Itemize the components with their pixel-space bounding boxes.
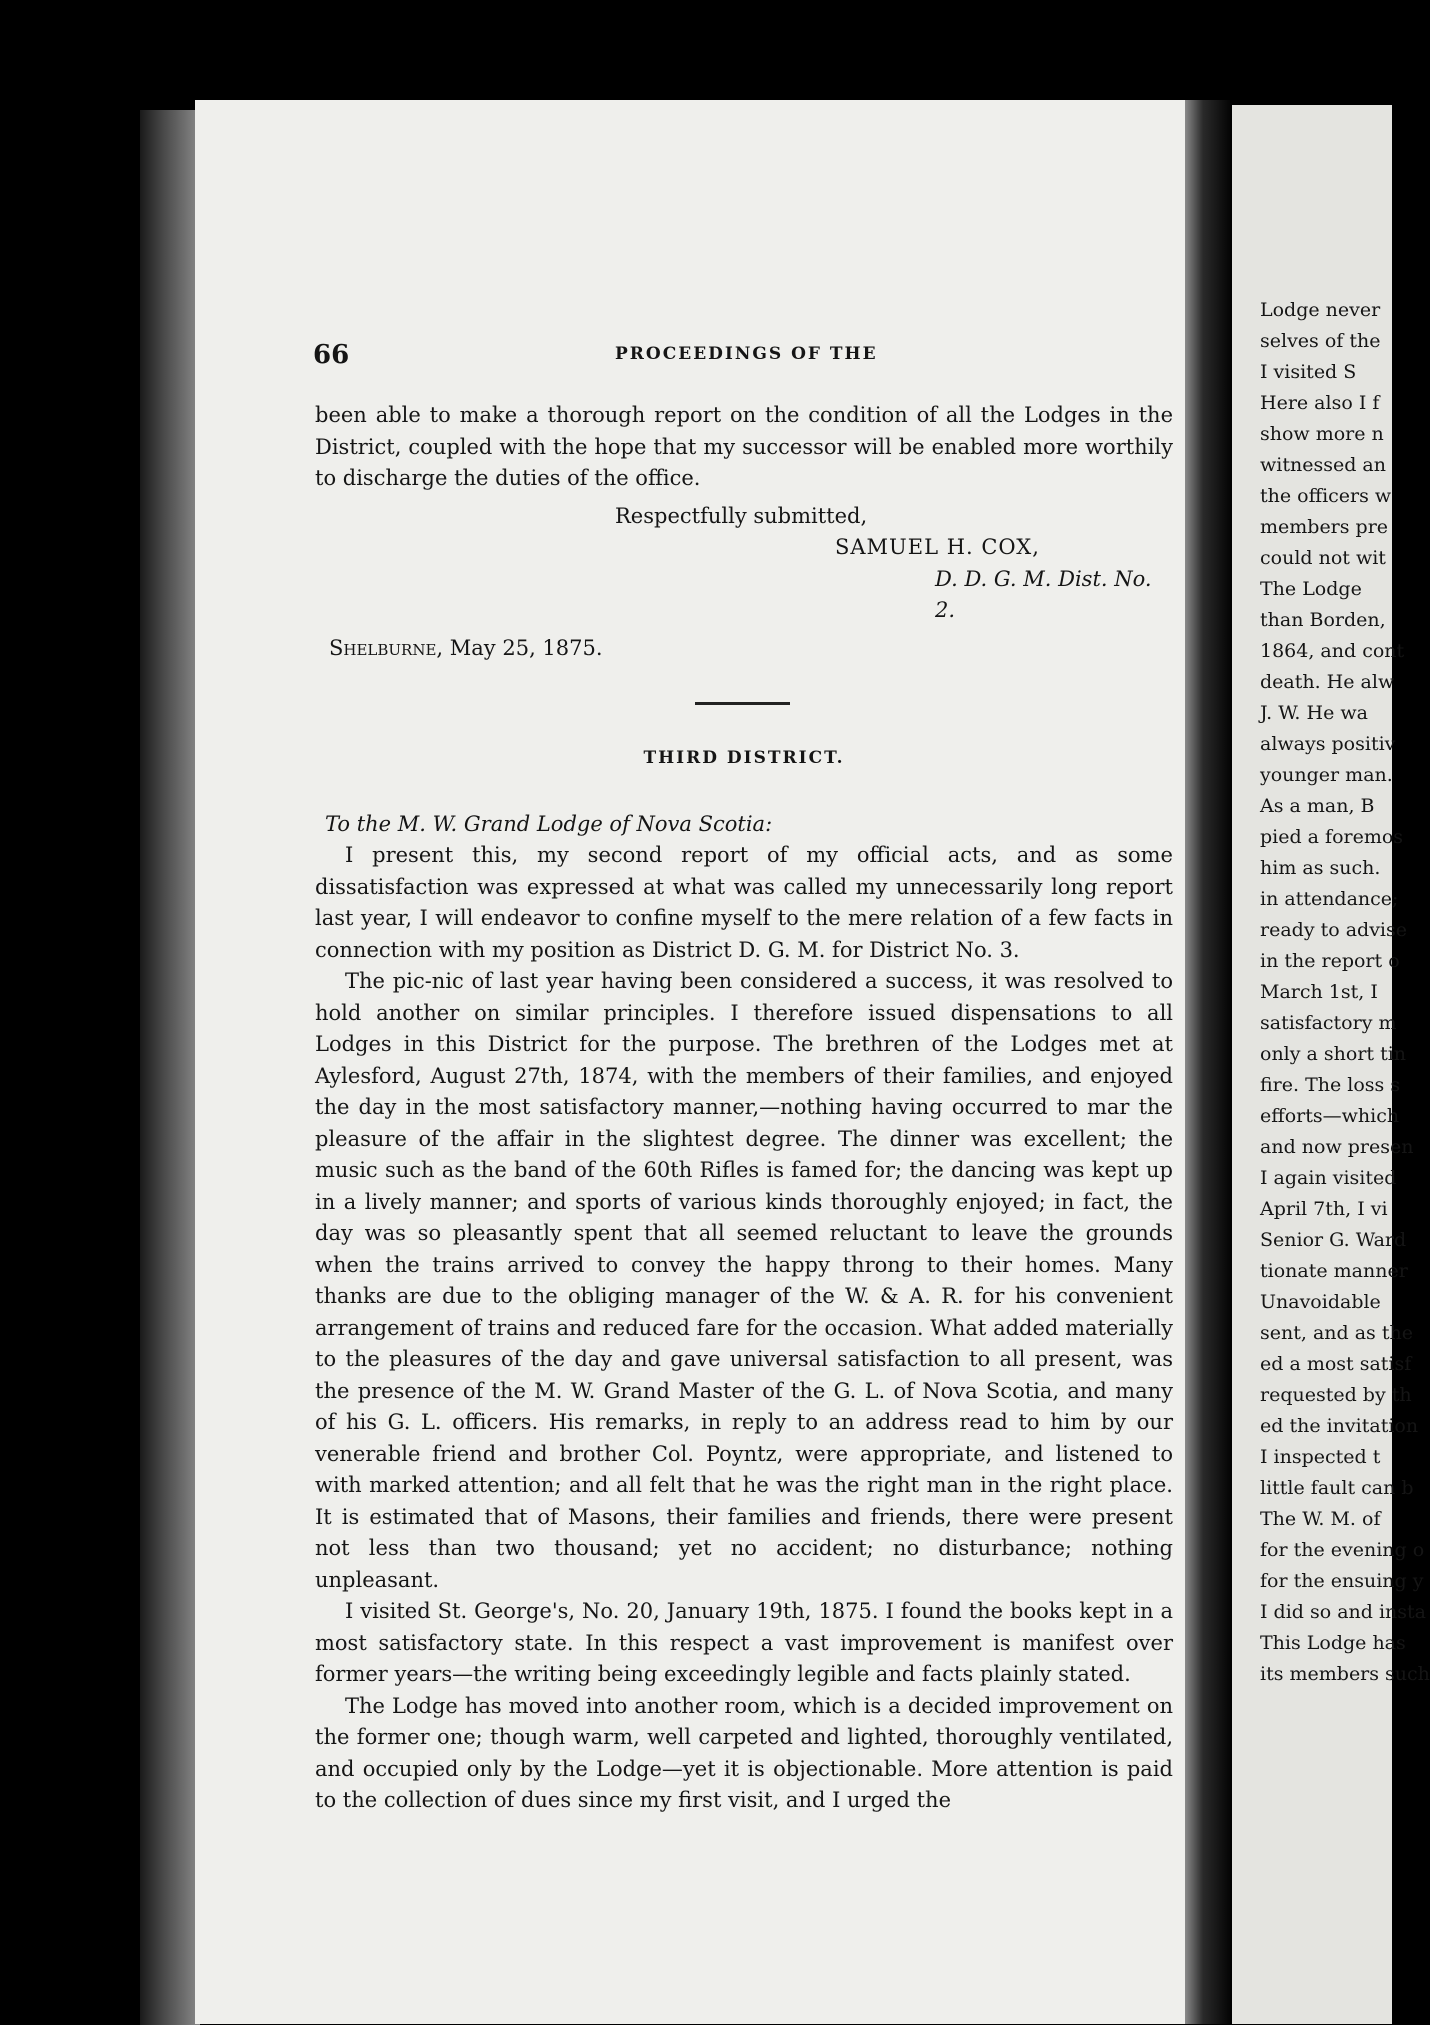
right-page-line: I again visited: [1260, 1167, 1397, 1189]
right-page-line: show more n: [1260, 423, 1384, 445]
right-page-line: death. He alw: [1260, 671, 1395, 693]
right-page-line: March 1st, I: [1260, 981, 1378, 1003]
right-page-line: J. W. He wa: [1260, 702, 1368, 724]
right-page-line: for the ensuing y: [1260, 1570, 1424, 1592]
right-page-line: tionate manner: [1260, 1260, 1408, 1282]
signature-name: SAMUEL H. COX,: [835, 535, 1040, 559]
signoff-block: [315, 501, 1173, 665]
closing-line: Respectfully submitted,: [615, 503, 868, 528]
right-page-line: and now presen: [1260, 1136, 1414, 1158]
paragraph-second-report: I present this, my second report of my official acts, and as some dissatisfaction was expressed at what was called my unnecessarily long report last year, I will endeavor to confine myself to the mere relation of a few facts in connection with my position as District D. G. M. for District No. 3.: [315, 843, 1173, 962]
right-page-line: than Borden,: [1260, 609, 1386, 631]
section-divider: [695, 702, 790, 705]
right-page-line: 1864, and cont: [1260, 640, 1405, 662]
right-page-line: As a man, B: [1260, 795, 1375, 817]
right-page-line: in attendance;: [1260, 888, 1399, 910]
right-page-line: ready to advise: [1260, 919, 1407, 941]
paragraph-lodge-room: The Lodge has moved into another room, which is a decided improvement on the former one; though warm, well carpeted and lighted, thoroughly ventilated, and occupied only by the Lodge—yet it is objectionable. More attention is paid to the collection of dues since my first visit, and I urged the: [315, 1693, 1173, 1812]
right-page-line: efforts—which: [1260, 1105, 1400, 1127]
right-page-line: him as such.: [1260, 857, 1381, 879]
right-page-line: only a short tin: [1260, 1043, 1407, 1065]
date: May 25, 1875.: [449, 635, 603, 660]
right-page-line: younger man.: [1260, 764, 1393, 786]
salutation: To the M. W. Grand Lodge of Nova Scotia:: [325, 811, 773, 836]
right-page-line: pied a foremos: [1260, 826, 1404, 848]
right-page-line: in the report o: [1260, 950, 1400, 972]
right-page-line: Lodge never: [1260, 299, 1381, 321]
right-page-line: sent, and as the: [1260, 1322, 1413, 1344]
page-body: [315, 400, 1173, 1817]
page-number: 66: [313, 340, 350, 370]
right-page-line: Here also I f: [1260, 392, 1380, 414]
right-page-line: little fault can b: [1260, 1477, 1414, 1499]
right-page-lines: [1232, 295, 1430, 1690]
section-title: THIRD DISTRICT.: [643, 748, 845, 768]
book-spine: [1185, 100, 1230, 2024]
right-page-line: Unavoidable: [1260, 1291, 1381, 1313]
right-page-line: April 7th, I vi: [1260, 1198, 1388, 1220]
running-head: PROCEEDINGS OF THE: [615, 344, 878, 364]
right-page-line: The W. M. of: [1260, 1508, 1381, 1530]
paragraph-st-georges-visit: I visited St. George's, No. 20, January 19th, 1875. I found the books kept in a most satisfactory state. In this respect a vast improvement is manifest over former years—the writing being exceedingly legible and facts plainly stated.: [315, 1599, 1173, 1686]
place: Shelburne,: [329, 635, 444, 660]
right-page-line: I visited S: [1260, 361, 1357, 383]
right-page-line: ed a most satisf: [1260, 1353, 1412, 1375]
right-page-line: for the evening o: [1260, 1539, 1425, 1561]
right-page-line: members pre: [1260, 516, 1389, 538]
right-page-line: The Lodge: [1260, 578, 1362, 600]
signature-title: D. D. G. M. Dist. No. 2.: [935, 566, 1152, 622]
opening-paragraph: been able to make a thorough report on the condition of all the Lodges in the District, coupled with the hope that my successor will be enabled more worthily to discharge the duties of the office.: [315, 403, 1173, 490]
right-page-line: ed the invitation: [1260, 1415, 1419, 1437]
right-page-line: witnessed an: [1260, 454, 1386, 476]
paragraph-picnic: The pic-nic of last year having been considered a success, it was resolved to hold another on similar principles. I therefore issued dispensations to all Lodges in this District for the purpose. The brethren of the Lodges met at Aylesford, August 27th, 1874, with the members of their families, and enjoyed the day in the most satisfactory manner,—nothing having occurred to mar the pleasure of the affair in the slightest degree. The dinner was excellent; the music such as the band of the 60th Rifles is famed for; the dancing was kept up in a lively manner; and sports of various kinds thoroughly enjoyed; in fact, the day was so pleasantly spent that all seemed reluctant to leave the grounds when the trains arrived to convey the happy throng to their homes. Many thanks are due to the obliging manager of the W. & A. R. for his convenient arrangement of trains and reduced fare for the occasion. What added materially to the pleasures of the day and gave universal satisfaction to all present, was the presence of the M. W. Grand Master of the G. L. of Nova Scotia, and many of his G. L. officers. His remarks, in reply to an address read to him by our venerable friend and brother Col. Poyntz, were appropriate, and listened to with marked attention; and all felt that he was the right man in the right place. It is estimated that of Masons, their families and friends, there were present not less than two thousand; yet no accident; no disturbance; nothing unpleasant.: [315, 969, 1173, 1592]
right-page-line: I did so and insta: [1260, 1601, 1427, 1623]
right-page-line: selves of the: [1260, 330, 1381, 352]
place-date: [315, 633, 1173, 665]
right-page-line: the officers w: [1260, 485, 1392, 507]
right-page-line: This Lodge has: [1260, 1632, 1406, 1654]
right-page-line: satisfactory m: [1260, 1012, 1397, 1034]
right-page-line: its members such: [1260, 1663, 1430, 1685]
right-page-line: could not wit: [1260, 547, 1386, 569]
right-page-line: fire. The loss s: [1260, 1074, 1401, 1096]
right-page-line: always positiv: [1260, 733, 1396, 755]
right-page-line: I inspected t: [1260, 1446, 1381, 1468]
right-page-line: requested by th: [1260, 1384, 1412, 1406]
right-page-partial: [1232, 105, 1430, 2024]
binding-shadow: [140, 110, 200, 2025]
left-page: [195, 100, 1185, 2024]
right-page-line: Senior G. Ward: [1260, 1229, 1407, 1251]
